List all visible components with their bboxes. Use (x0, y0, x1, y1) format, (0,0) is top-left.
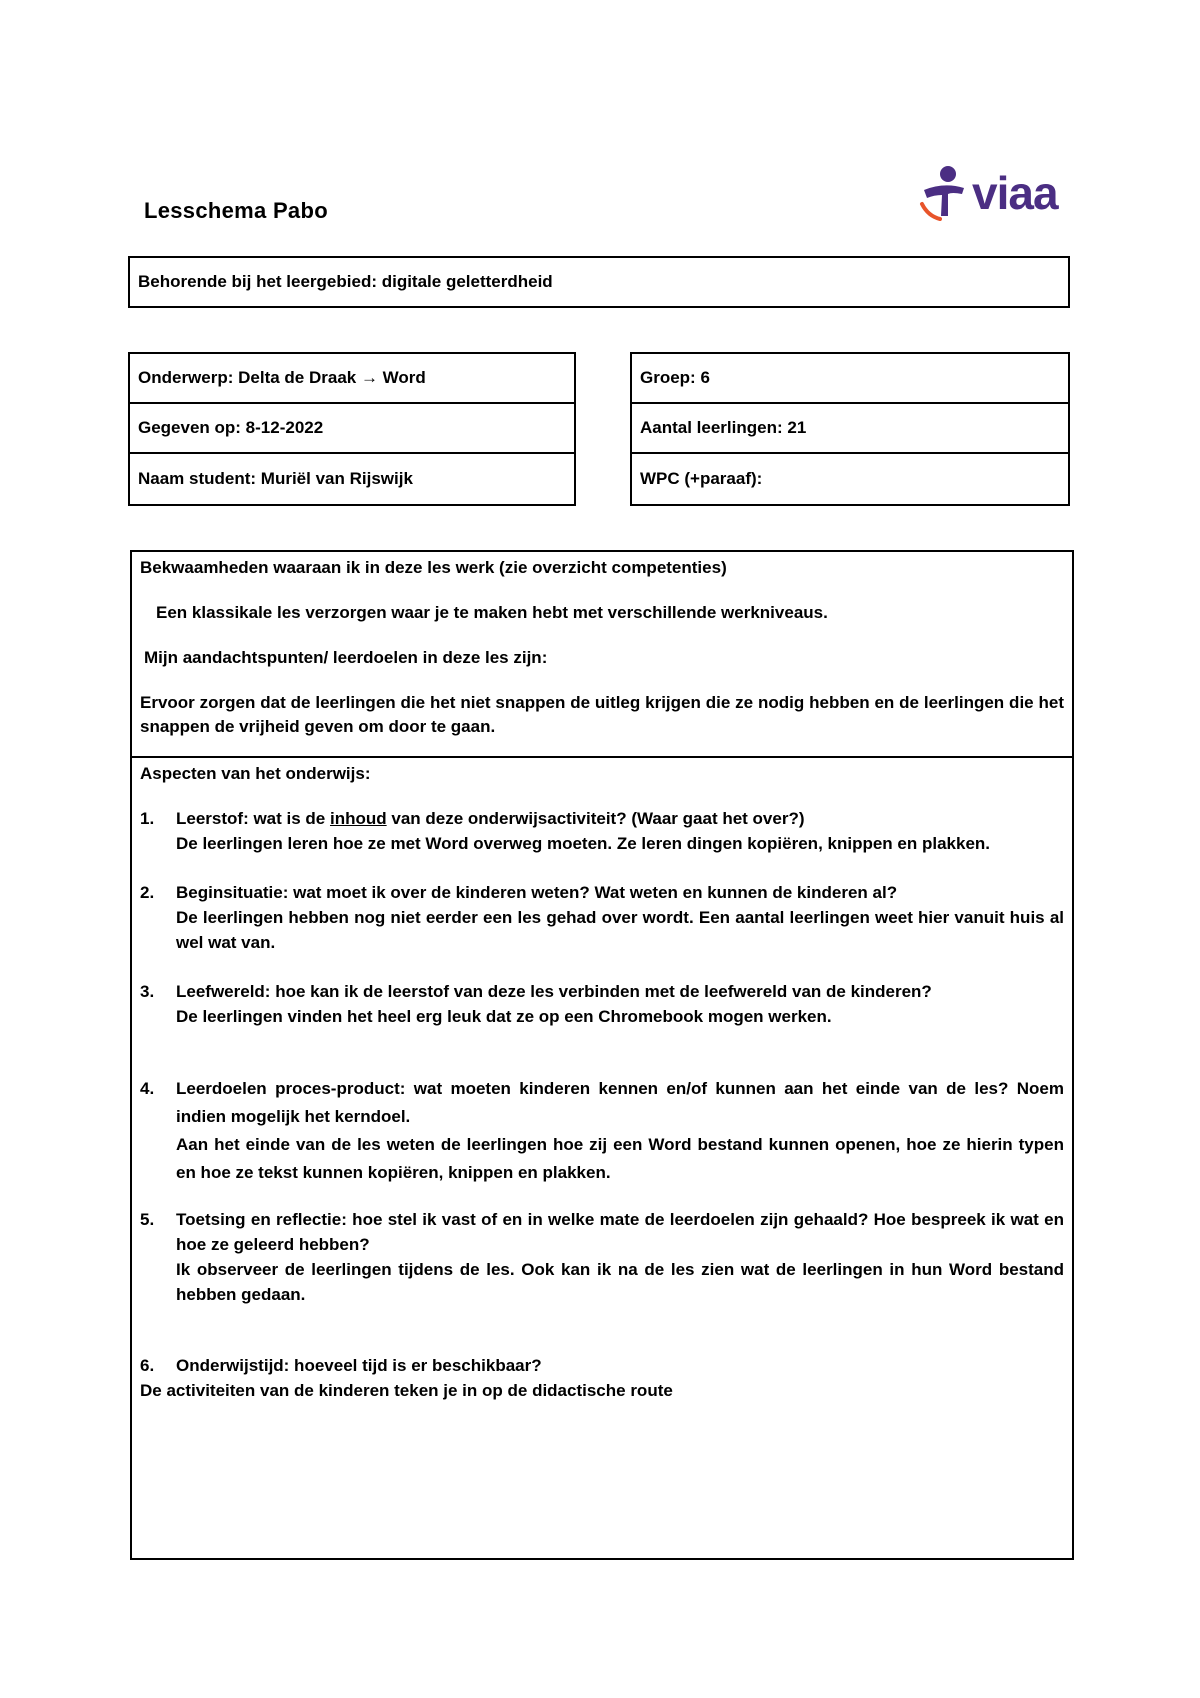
item-number: 1. (140, 809, 155, 828)
viaa-logo (918, 162, 1068, 224)
info-right-table (630, 352, 1070, 506)
item-question: Leerdoelen proces-product: wat moeten kinderen kennen en/of kunnen aan het einde van de les? Noem indien mogelijk het kerndoel. (176, 1079, 1064, 1126)
aandachtspunten-text: Ervoor zorgen dat de leerlingen die het niet snappen de uitleg krijgen die ze nodig hebben en de leerlingen die het snappen de vrijheid geven om door te gaan. (140, 693, 1064, 736)
aantal-leerlingen-cell: Aantal leerlingen: 21 (632, 404, 1068, 454)
competentie-text: Een klassikale les verzorgen waar je te maken hebt met verschillende werkniveaus. (156, 603, 828, 622)
onderwerp-cell: Onderwerp: Delta de Draak → Word (130, 354, 574, 404)
item-answer: Ik observeer de leerlingen tijdens de les. Ook kan ik na de les zien wat de leerlingen in hun Word bestand hebben gedaan. (176, 1260, 1064, 1304)
item-number: 6. (140, 1356, 155, 1375)
leergebied-text: Behorende bij het leergebied: digitale geletterdheid (138, 272, 553, 291)
question-underlined: inhoud (329, 809, 387, 828)
item-answer: De leerlingen leren hoe ze met Word overweg moeten. Ze leren dingen kopiëren, knippen en plakken. (176, 834, 990, 853)
logo-text: viaa (972, 167, 1058, 219)
aspect-item-beginsituatie (140, 880, 1064, 955)
item-question: Onderwijstijd: hoeveel tijd is er beschikbaar? (176, 1356, 542, 1375)
item-number: 5. (140, 1210, 155, 1229)
item-number: 2. (140, 883, 155, 902)
wpc-paraaf-cell: WPC (+paraaf): (640, 469, 763, 488)
gegeven-op-cell: Gegeven op: 8-12-2022 (130, 404, 574, 454)
item-question (176, 806, 1064, 831)
page-title: Lesschema Pabo (144, 198, 328, 223)
aspecten-heading: Aspecten van het onderwijs: (140, 764, 371, 783)
item-answer: De leerlingen hebben nog niet eerder een les gehad over wordt. Een aantal leerlingen weet hier vanuit huis al wel wat van. (176, 908, 1064, 952)
item-question: Leefwereld: hoe kan ik de leerstof van deze les verbinden met de leefwereld van de kinderen? (176, 982, 932, 1001)
bekwaamheden-heading: Bekwaamheden waaraan ik in deze les werk (zie overzicht competenties) (140, 558, 727, 577)
groep-cell: Groep: 6 (632, 354, 1068, 404)
viaa-figure-icon (918, 164, 970, 222)
aspect-item-leefwereld (140, 979, 1064, 1029)
aspect-item-onderwijstijd (140, 1353, 1064, 1378)
item-answer: Aan het einde van de les weten de leerlingen hoe zij een Word bestand kunnen openen, hoe ze hierin typen en hoe ze tekst kunnen kopiëren, knippen en plakken. (176, 1135, 1064, 1182)
item-question: Beginsituatie: wat moet ik over de kinderen weten? Wat weten en kunnen de kinderen al? (176, 883, 898, 902)
aandachtspunten-heading: Mijn aandachtspunten/ leerdoelen in deze les zijn: (144, 648, 548, 667)
aspect-item-leerdoelen (140, 1075, 1064, 1187)
lesplan-table (130, 550, 1074, 1560)
question-part: Leerstof: wat is de (176, 809, 330, 828)
didactische-route-note: De activiteiten van de kinderen teken je in op de didactische route (140, 1381, 673, 1400)
info-left-table (128, 352, 576, 506)
item-answer: De leerlingen vinden het heel erg leuk dat ze op een Chromebook mogen werken. (176, 1007, 832, 1026)
aspect-item-leerstof (140, 806, 1064, 856)
aspecten-section (132, 758, 1072, 1558)
bekwaamheden-section (132, 552, 1072, 758)
question-part: van deze onderwijsactiviteit? (Waar gaat het over?) (386, 809, 805, 828)
item-number: 4. (140, 1079, 155, 1098)
aspect-item-toetsing (140, 1207, 1064, 1307)
leergebied-box (128, 256, 1070, 308)
naam-student-cell: Naam student: Muriël van Rijswijk (138, 469, 413, 488)
item-question: Toetsing en reflectie: hoe stel ik vast of en in welke mate de leerdoelen zijn gehaald? Hoe bespreek ik wat en hoe ze geleerd hebben? (176, 1210, 1064, 1254)
item-number: 3. (140, 982, 155, 1001)
